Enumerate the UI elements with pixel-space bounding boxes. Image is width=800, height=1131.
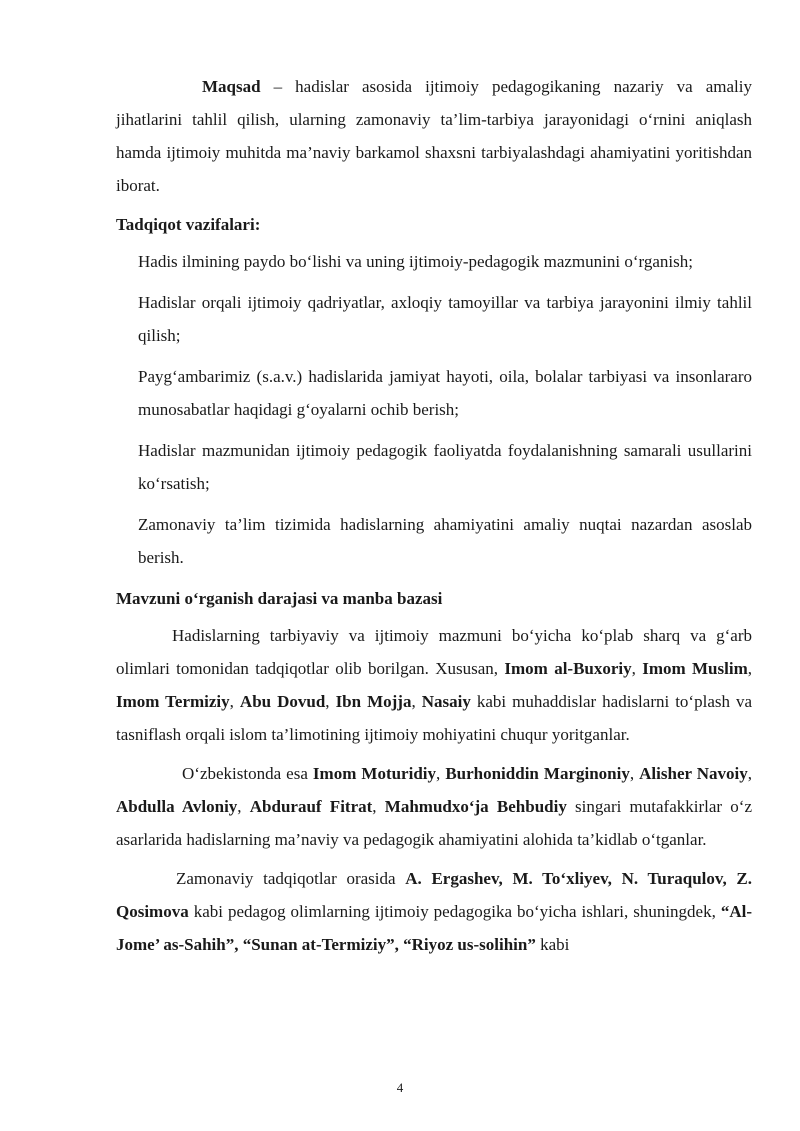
scholar-name: Ibn Mojja (335, 692, 412, 711)
task-item: Zamonaviy ta’lim tizimida hadislarning ahamiyatini amaliy nuqtai nazardan asoslab berish. (138, 515, 752, 567)
scholar-name: Imom al-Buxoriy (504, 659, 632, 678)
page-number: 4 (396, 1080, 404, 1095)
separator: , (436, 764, 446, 783)
scholar-name: Nasaiy (421, 692, 471, 711)
goal-text: – hadislar asosida ijtimoiy pedagogikaning nazariy va amaliy jihatlarini tahlil qilish, ularning zamonaviy ta’lim-tarbiya jarayonidagi o‘rnini aniqlash hamda ijtimoiy muhitda ma’naviy barkamol shaxsni tarbiyalashdagi ahamiyatini yoritishdan iborat. (116, 77, 752, 195)
task-item: Hadislar mazmunidan ijtimoiy pedagogik faoliyatda foydalanishning samarali usullarini ko‘rsatish; (138, 441, 752, 493)
body-text: Zamonaviy tadqiqotlar orasida (176, 869, 406, 888)
body-text: kabi (535, 935, 570, 954)
separator: , (629, 764, 640, 783)
study-heading: Mavzuni o‘rganish darajasi va manba bazasi (116, 589, 443, 608)
separator: , (237, 797, 250, 816)
task-item: Hadislar orqali ijtimoiy qadriyatlar, axloqiy tamoyillar va tarbiya jarayonini ilmiy tahlil qilish; (138, 293, 752, 345)
scholar-name: Mahmudxo‘ja Behbudiy (384, 797, 567, 816)
task-item: Hadis ilmining paydo bo‘lishi va uning ijtimoiy-pedagogik mazmunini o‘rganish; (138, 252, 693, 271)
source-titles: “Al-Jome’ as-Sahih”, “Sunan at-Termiziy”, “Riyoz us-solihin” (116, 902, 752, 954)
study-paragraph-1 (116, 619, 752, 751)
body-text: singari mutafakkirlar o‘z asarlarida hadislarning ma’naviy va pedagogik ahamiyatini alohida ta’kidlab o‘tganlar. (116, 797, 752, 849)
body-text: O‘zbekistonda esa (182, 764, 313, 783)
scholar-name: Imom Termiziy (116, 692, 230, 711)
scholar-name: Burhoniddin Marginoniy (445, 764, 630, 783)
document-page (116, 70, 752, 961)
scholar-name: Imom Moturidiy (312, 764, 437, 783)
body-text: kabi pedagog olimlarning ijtimoiy pedagogika bo‘yicha ishlari, shuningdek, (188, 902, 721, 921)
separator: , (747, 764, 753, 783)
scholar-name: Abu Dovud (239, 692, 326, 711)
tasks-list (138, 245, 752, 574)
separator: , (372, 797, 385, 816)
body-text: Hadislarning tarbiyaviy va ijtimoiy mazmuni bo‘yicha ko‘plab sharq va g‘arb olimlari tomonidan tadqiqotlar olib borilgan. Xususan, (116, 626, 752, 678)
scholar-name: Abdurauf Fitrat (249, 797, 373, 816)
separator: , (325, 692, 336, 711)
goal-label: Maqsad (202, 77, 261, 96)
study-paragraph-2 (116, 757, 752, 856)
scholar-name: Imom Muslim (642, 659, 748, 678)
separator: , (631, 659, 643, 678)
separator: , (411, 692, 422, 711)
task-item: Payg‘ambarimiz (s.a.v.) hadislarida jamiyat hayoti, oila, bolalar tarbiyasi va insonlararo munosabatlar haqidagi g‘oyalarni ochib berish; (138, 367, 752, 419)
separator: , (229, 692, 240, 711)
scholar-name: Alisher Navoiy (639, 764, 748, 783)
study-paragraph-3 (116, 862, 752, 961)
body-text: kabi muhaddislar hadislarni to‘plash va tasniflash orqali islom ta’limotining ijtimoiy mohiyatini chuqur yoritganlar. (116, 692, 753, 744)
scholar-names: A. Ergashev, M. To‘xliyev, N. Turaqulov, Z. Qosimova (116, 869, 752, 921)
scholar-name: Abdulla Avloniy (116, 797, 238, 816)
separator: , (747, 659, 752, 678)
goal-paragraph (116, 70, 752, 202)
tasks-heading: Tadqiqot vazifalari: (116, 215, 261, 234)
